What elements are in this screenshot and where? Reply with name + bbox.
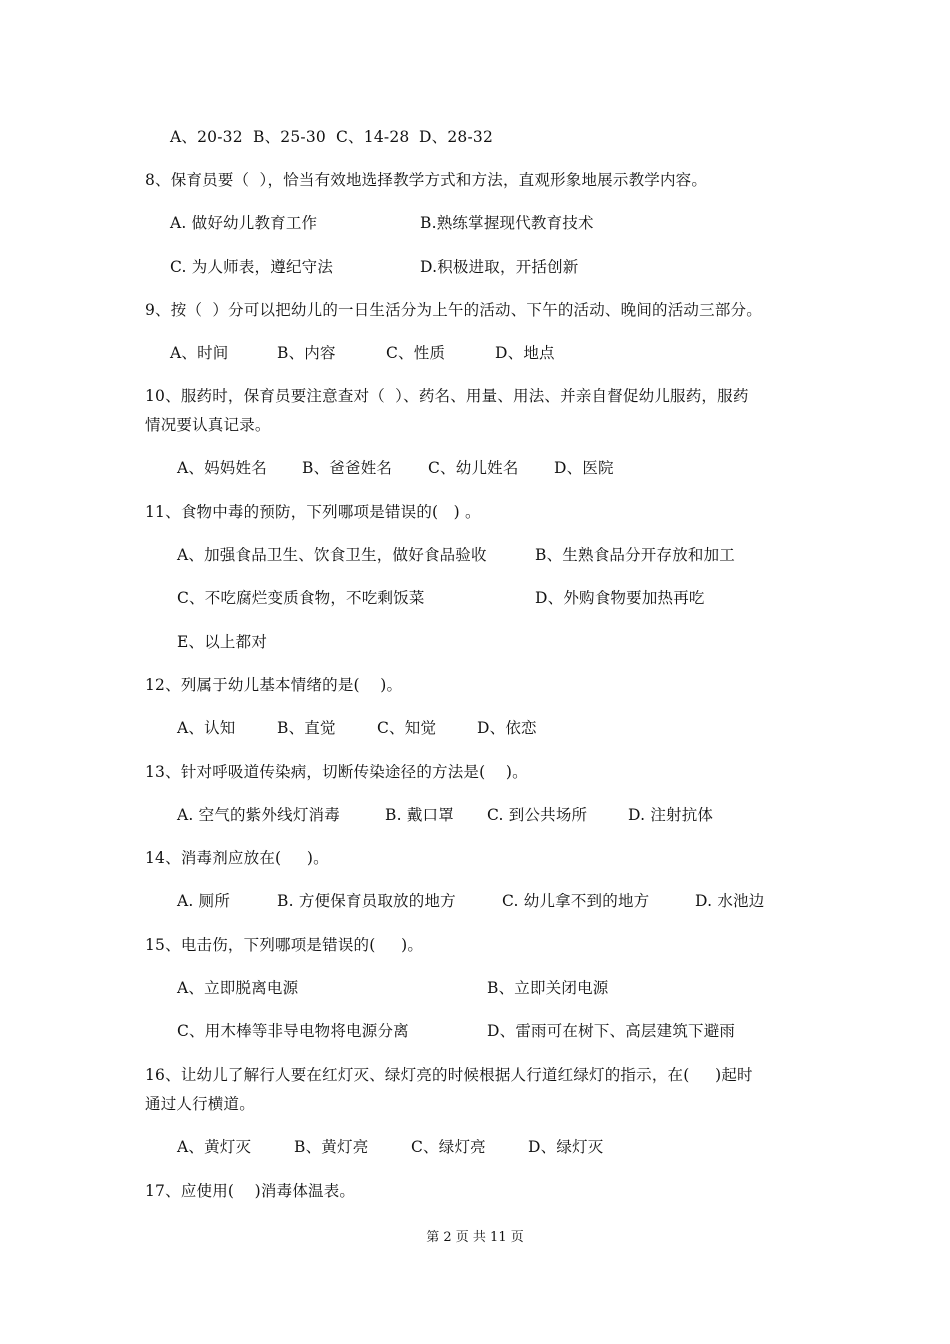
option-d: D、绿灯灭 [528,1138,604,1156]
option-d: D. 水池边 [695,892,765,910]
option-c: C、绿灯亮 [411,1138,486,1156]
option-b: B、内容 [277,344,336,362]
option-c: C、用木棒等非导电物将电源分离 [177,1022,409,1040]
option-c: C、不吃腐烂变质食物，不吃剩饭菜 [177,589,425,607]
option-a: A、加强食品卫生、饮食卫生，做好食品验收 [177,546,487,564]
option-b: B. 方便保育员取放的地方 [277,892,456,910]
question-stem-line2: 通过人行横道。 [145,1095,255,1113]
option-b: B、黄灯亮 [294,1138,369,1156]
question-stem-line2: 情况要认真记录。 [145,416,271,434]
option-a: A、妈妈姓名 [177,459,267,477]
option-d: D、地点 [495,344,555,362]
option-b: B、爸爸姓名 [302,459,393,477]
option-a: A. 做好幼儿教育工作 [170,214,318,232]
option-b: B. 戴口罩 [385,806,454,824]
option-a: A. 空气的紫外线灯消毒 [177,806,340,824]
option-a: A、黄灯灭 [177,1138,252,1156]
option-c: C、14-28 [336,128,410,146]
option-d: D、外购食物要加热再吃 [535,589,705,607]
question-stem: 13、针对呼吸道传染病，切断传染途径的方法是( )。 [145,763,528,781]
question-stem: 15、电击伤，下列哪项是错误的( )。 [145,936,424,954]
option-a: A、时间 [170,344,229,362]
option-b: B、25-30 [253,128,326,146]
question-stem: 14、消毒剂应放在( )。 [145,849,329,867]
question-stem-line1: 16、让幼儿了解行人要在红灯灭、绿灯亮的时候根据人行道红绿灯的指示，在( )起时 [145,1066,753,1084]
option-b: B、立即关闭电源 [487,979,609,997]
option-c: C、性质 [386,344,446,362]
option-a: A、立即脱离电源 [177,979,299,997]
question-stem-line1: 10、服药时，保育员要注意查对（ ）、药名、用量、用法、并亲自督促幼儿服药，服药 [145,387,749,405]
question-stem: 9、按（ ）分可以把幼儿的一日生活分为上午的活动、下午的活动、晚间的活动三部分。 [145,301,762,319]
option-d: D、28-32 [419,128,494,146]
option-e: E、以上都对 [177,633,268,651]
option-b: B.熟练掌握现代教育技术 [420,214,594,232]
question-stem: 8、保育员要（ ），恰当有效地选择教学方式和方法，直观形象地展示教学内容。 [145,171,708,189]
option-c: C、知觉 [377,719,437,737]
option-c: C. 到公共场所 [487,806,588,824]
question-stem: 11、食物中毒的预防，下列哪项是错误的( ) 。 [145,503,481,521]
option-c: C. 为人师表，遵纪守法 [170,258,334,276]
option-d: D、医院 [554,459,614,477]
option-d: D、雷雨可在树下、高层建筑下避雨 [487,1022,736,1040]
question-stem: 17、应使用( )消毒体温表。 [145,1182,356,1200]
option-d: D、依恋 [477,719,537,737]
option-a: A、认知 [177,719,236,737]
option-b: B、生熟食品分开存放和加工 [535,546,735,564]
option-d: D.积极进取，开括创新 [420,258,579,276]
option-c: C、幼儿姓名 [428,459,519,477]
option-b: B、直觉 [277,719,336,737]
option-a: A. 厕所 [177,892,231,910]
option-d: D. 注射抗体 [628,806,714,824]
option-a: A、20-32 [170,128,243,146]
option-c: C. 幼儿拿不到的地方 [502,892,650,910]
question-stem: 12、列属于幼儿基本情绪的是( )。 [145,676,403,694]
page-footer: 第 2 页 共 11 页 [426,1230,524,1245]
